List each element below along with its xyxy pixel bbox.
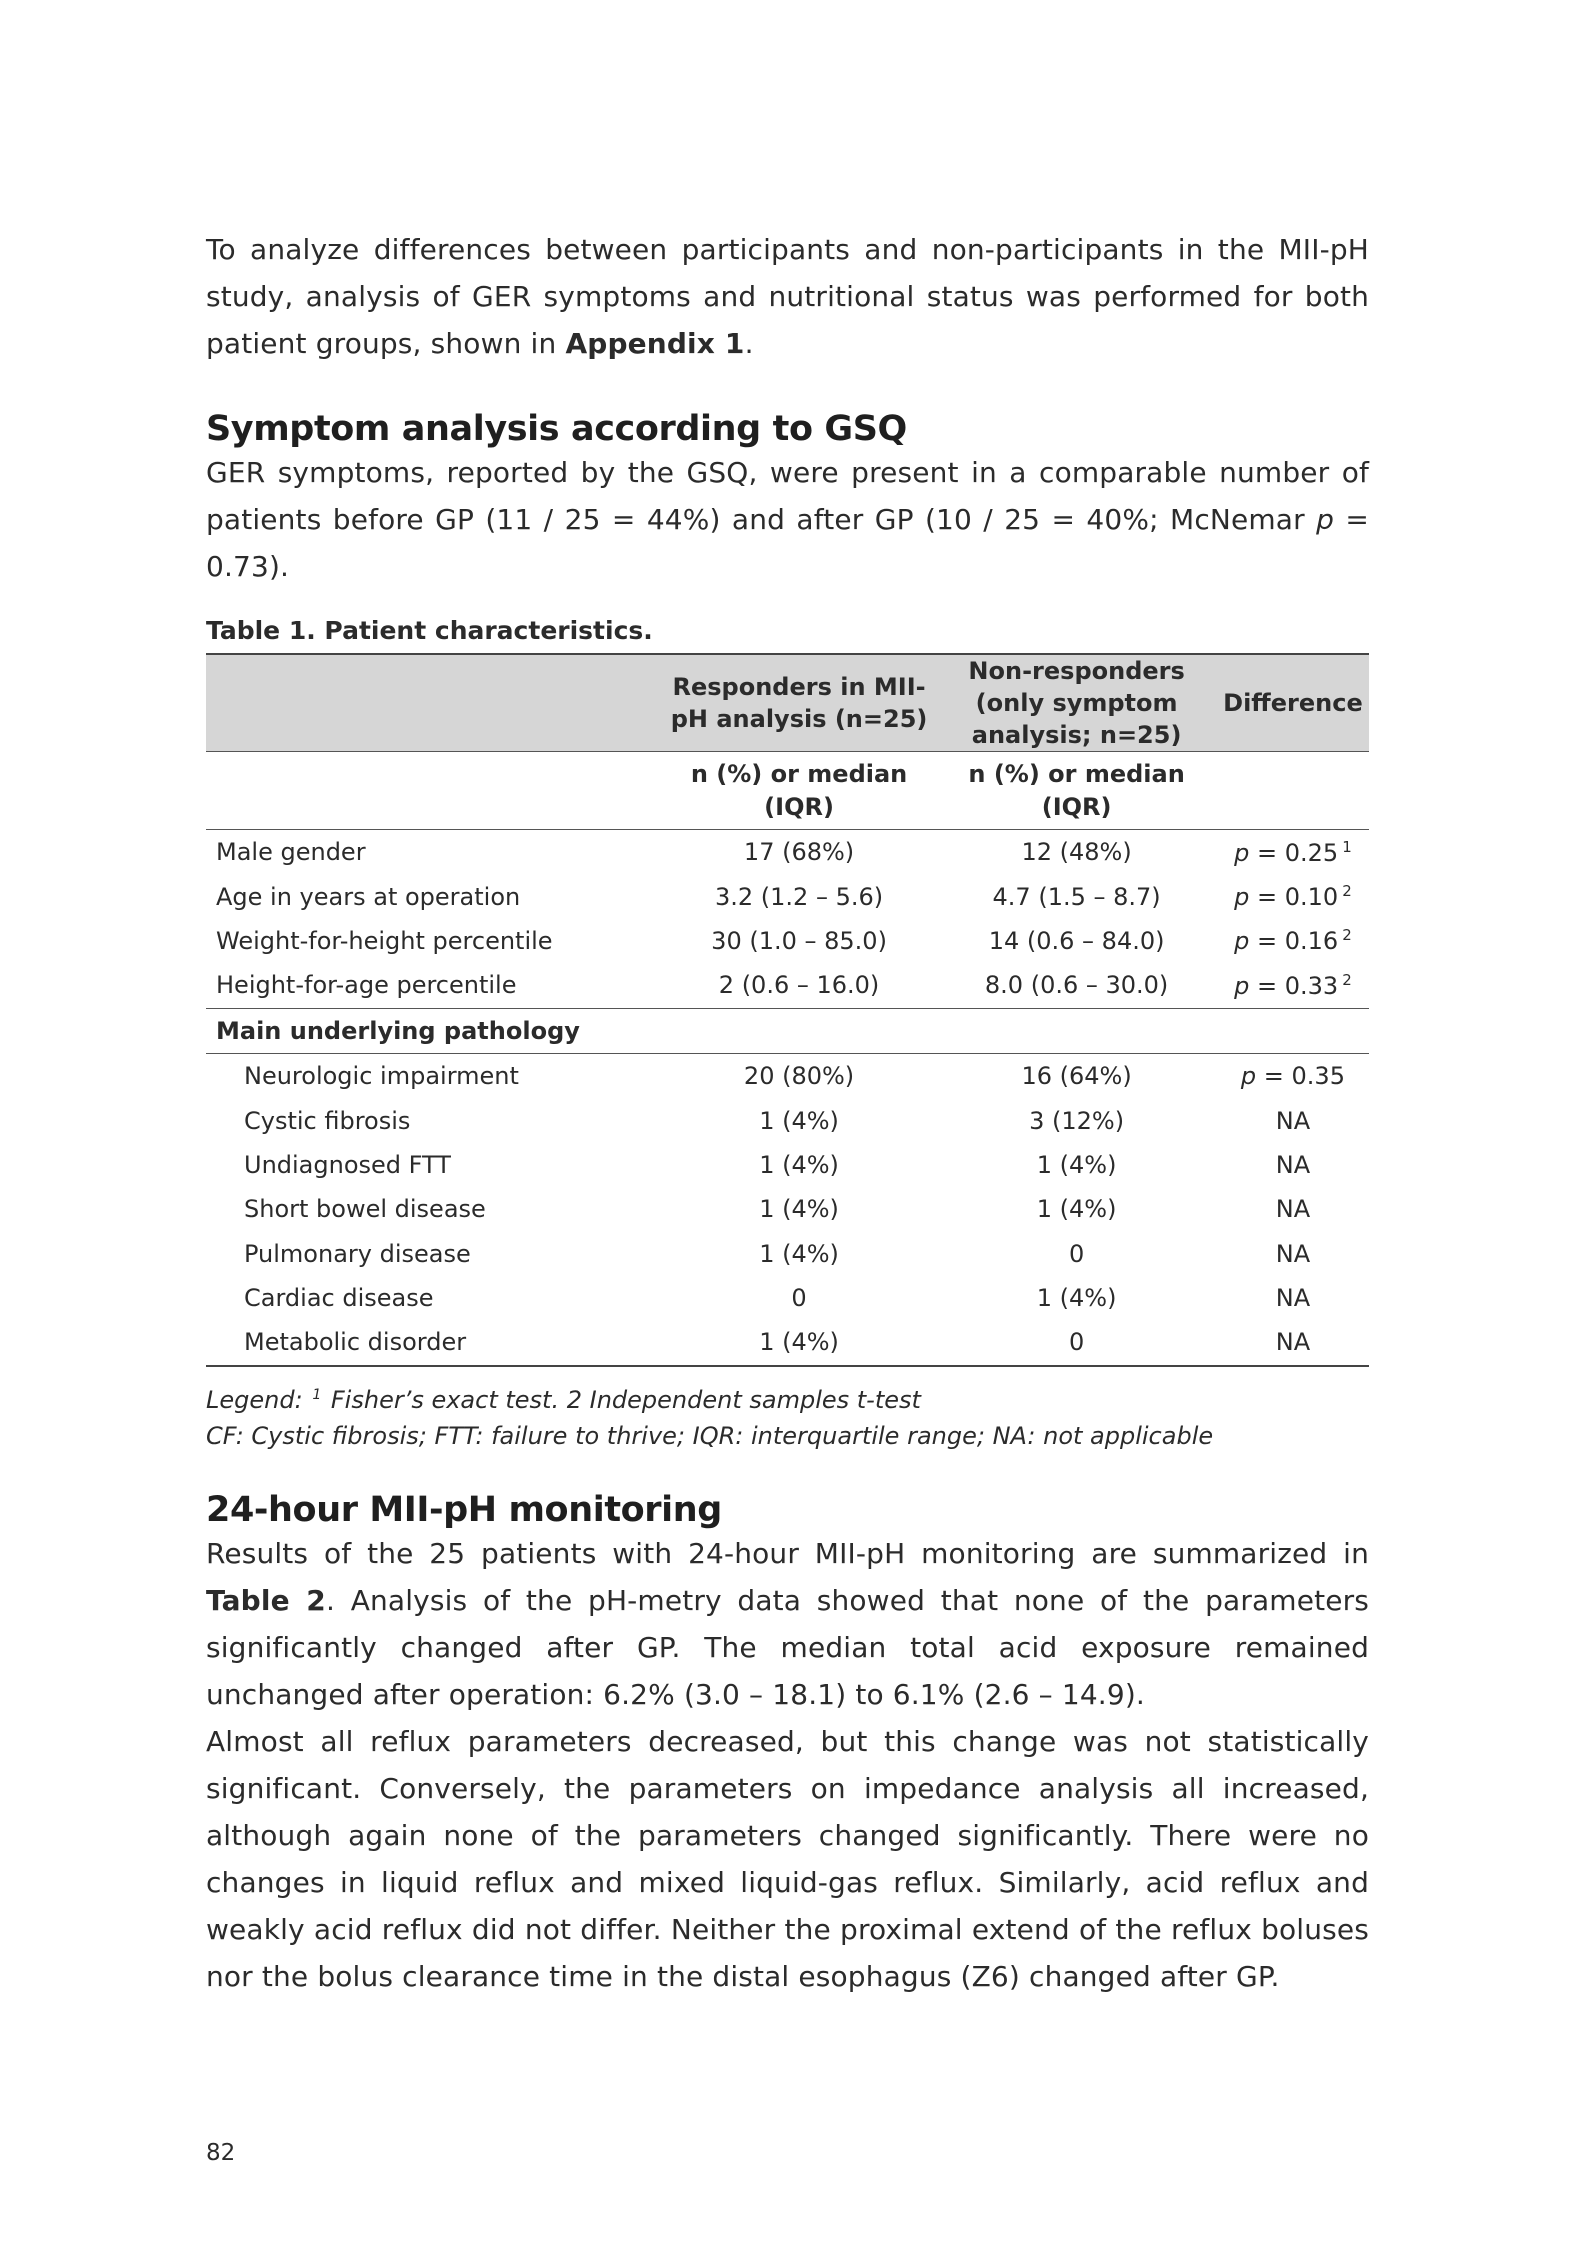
p-value: = 0.10: [1249, 883, 1339, 912]
p-value: = 0.33: [1249, 971, 1339, 1000]
intro-text: To analyze differences between participants and non-participants in the MII-pH study, analysis of GER symptoms and nutritional status was performed for both patient groups, shown in: [206, 233, 1369, 360]
intro-text-end: .: [744, 327, 754, 360]
cell-responders: 2 (0.6 – 16.0): [718, 971, 880, 1000]
patient-characteristics-table: [206, 653, 1369, 1367]
row-label: Cystic fibrosis: [244, 1106, 411, 1135]
table-row: [206, 1232, 1369, 1276]
p-symbol: p: [1234, 883, 1250, 912]
cell-non-responders: 0: [1068, 1239, 1085, 1268]
footnote-marker: 1: [1342, 837, 1352, 856]
gsq-text: GER symptoms, reported by the GSQ, were present in a comparable number of patients before GP (11 / 25 = 44%) and after GP (10 / 25 = 40%; McNemar: [206, 456, 1369, 536]
table-row: [206, 1320, 1369, 1365]
header-empty: [206, 654, 662, 752]
page-number: 82: [206, 2140, 236, 2166]
row-label: Short bowel disease: [244, 1195, 486, 1224]
section-empty-cell: [662, 1008, 937, 1053]
cell-difference: NA: [1275, 1106, 1311, 1135]
footnote-marker: 1: [312, 1386, 322, 1403]
section-row: [206, 1008, 1369, 1053]
cell-difference: NA: [1275, 1284, 1311, 1313]
cell-non-responders: 16 (64%): [1021, 1062, 1132, 1091]
table-caption: Table 1. Patient characteristics.: [206, 616, 653, 645]
cell-difference: NA: [1275, 1195, 1311, 1224]
cell-non-responders: 0: [936, 1320, 1217, 1365]
p-symbol: p: [1316, 503, 1335, 536]
table-subheader-row: [206, 752, 1369, 830]
row-label: Metabolic disorder: [206, 1320, 662, 1365]
section-empty-cell: [1217, 1008, 1369, 1053]
row-label: Undiagnosed FTT: [244, 1150, 451, 1179]
cell-difference: NA: [1217, 1320, 1369, 1365]
cell-responders: 17 (68%): [743, 838, 855, 867]
cell-responders: 0: [791, 1284, 807, 1313]
p-value: = 0.25: [1249, 838, 1339, 867]
cell-non-responders: 1 (4%): [1036, 1284, 1117, 1313]
table-row: [206, 1143, 1369, 1187]
cell-responders: 1 (4%): [759, 1150, 839, 1179]
cell-difference: [1217, 830, 1369, 875]
subheader-non-responders: n (%) or median (IQR): [968, 759, 1185, 821]
page-content: [206, 226, 1369, 2000]
row-label: Weight-for-height percentile: [216, 926, 553, 955]
legend-line-1: [206, 1377, 1369, 1418]
mii-ph-paragraph-2: Almost all reflux parameters decreased, but this change was not statistically significant. Conversely, the parameters on impedance analysis all increased, although again none of the parameters changed significantly. There were no changes in liquid reflux and mixed liquid-gas reflux. Similarly, acid reflux and weakly acid reflux did not differ. Neither the proximal extend of the reflux boluses nor the bolus clearance time in the distal esophagus (Z6) changed after GP.: [206, 1724, 1369, 1993]
cell-responders: 1 (4%): [759, 1239, 839, 1268]
intro-paragraph: [206, 226, 1369, 367]
cell-difference: [1217, 874, 1369, 918]
table-row: [206, 963, 1369, 1008]
table-row: [206, 1187, 1369, 1231]
gsq-text-end: = 0.73).: [206, 503, 1369, 583]
legend-line-2: CF: Cystic fibrosis; FTT: failure to thrive; IQR: interquartile range; NA: not applicable: [206, 1421, 1214, 1450]
p-symbol: p: [1234, 838, 1250, 867]
mii-ph-text: Results of the 25 patients with 24-hour MII-pH monitoring are summarized in: [206, 1536, 1369, 1570]
row-label: Male gender: [216, 838, 366, 867]
p-value: = 0.35: [1256, 1062, 1345, 1091]
cell-responders: 1 (4%): [759, 1195, 839, 1224]
cell-responders: 30 (1.0 – 85.0): [711, 926, 887, 955]
footnote-marker: 2: [1342, 926, 1352, 945]
cell-responders: 3.2 (1.2 – 5.6): [714, 882, 884, 911]
p-symbol: p: [1240, 1062, 1257, 1091]
header-non-responders: Non-responders (only symptom analysis; n=25): [936, 654, 1217, 752]
p-symbol: p: [1234, 971, 1250, 1000]
row-label: Age in years at operation: [216, 882, 521, 911]
table-row: [206, 1098, 1369, 1142]
mii-ph-paragraph-1: [206, 1530, 1369, 1718]
p-symbol: p: [1234, 927, 1250, 956]
cell-non-responders: 14 (0.6 – 84.0): [988, 926, 1165, 955]
cell-difference: [1217, 919, 1369, 963]
appendix-reference: Appendix 1: [565, 327, 745, 360]
cell-difference: [1217, 963, 1369, 1008]
table-legend: [206, 1377, 1369, 1454]
table-row: [206, 874, 1369, 918]
legend-text: Fisher’s exact test. 2 Independent samples t-test: [330, 1385, 921, 1414]
header-difference: Difference: [1217, 654, 1369, 752]
section-heading-mii-ph: 24-hour MII-pH monitoring: [206, 1489, 722, 1530]
header-responders: Responders in MII-pH analysis (n=25): [662, 654, 937, 752]
table-reference: Table 2: [206, 1583, 326, 1617]
row-label: Neurologic impairment: [244, 1062, 519, 1091]
subheader-difference-empty: [1217, 752, 1369, 830]
section-heading-gsq: Symptom analysis according to GSQ: [206, 409, 907, 449]
gsq-paragraph: [206, 449, 1369, 590]
section-label: Main underlying pathology: [206, 1008, 662, 1053]
cell-difference: NA: [1275, 1239, 1311, 1268]
subheader-responders: n (%) or median (IQR): [690, 759, 908, 821]
table-row: [206, 919, 1369, 963]
legend-prefix: Legend:: [206, 1385, 303, 1414]
subheader-empty: [206, 752, 662, 830]
table-row: [206, 1053, 1369, 1098]
footnote-marker: 2: [1342, 970, 1352, 989]
cell-responders: 1 (4%): [662, 1320, 937, 1365]
cell-non-responders: 4.7 (1.5 – 8.7): [992, 882, 1161, 911]
section-empty-cell: [936, 1008, 1217, 1053]
cell-non-responders: 3 (12%): [1029, 1106, 1125, 1135]
cell-non-responders: 8.0 (0.6 – 30.0): [984, 971, 1169, 1000]
cell-non-responders: 1 (4%): [1036, 1195, 1117, 1224]
footnote-marker: 2: [1342, 882, 1352, 901]
table-header-row: [206, 654, 1369, 752]
table-row: [206, 1276, 1369, 1320]
row-label: Height-for-age percentile: [216, 971, 517, 1000]
p-value: = 0.16: [1249, 927, 1339, 956]
table-row: [206, 830, 1369, 875]
cell-non-responders: 1 (4%): [1036, 1150, 1117, 1179]
row-label: Cardiac disease: [244, 1284, 434, 1313]
cell-difference: NA: [1275, 1150, 1311, 1179]
row-label: Pulmonary disease: [244, 1239, 471, 1268]
cell-responders: 20 (80%): [743, 1062, 855, 1091]
cell-difference: [1217, 1053, 1369, 1098]
mii-ph-text-end: . Analysis of the pH-metry data showed that none of the parameters significantly changed after GP. The median total acid exposure remained unchanged after operation: 6.2% (3.0 – 18.1) to 6.1% (2.6 – 14.9).: [206, 1583, 1370, 1711]
cell-responders: 1 (4%): [759, 1106, 839, 1135]
cell-non-responders: 12 (48%): [1021, 838, 1132, 867]
